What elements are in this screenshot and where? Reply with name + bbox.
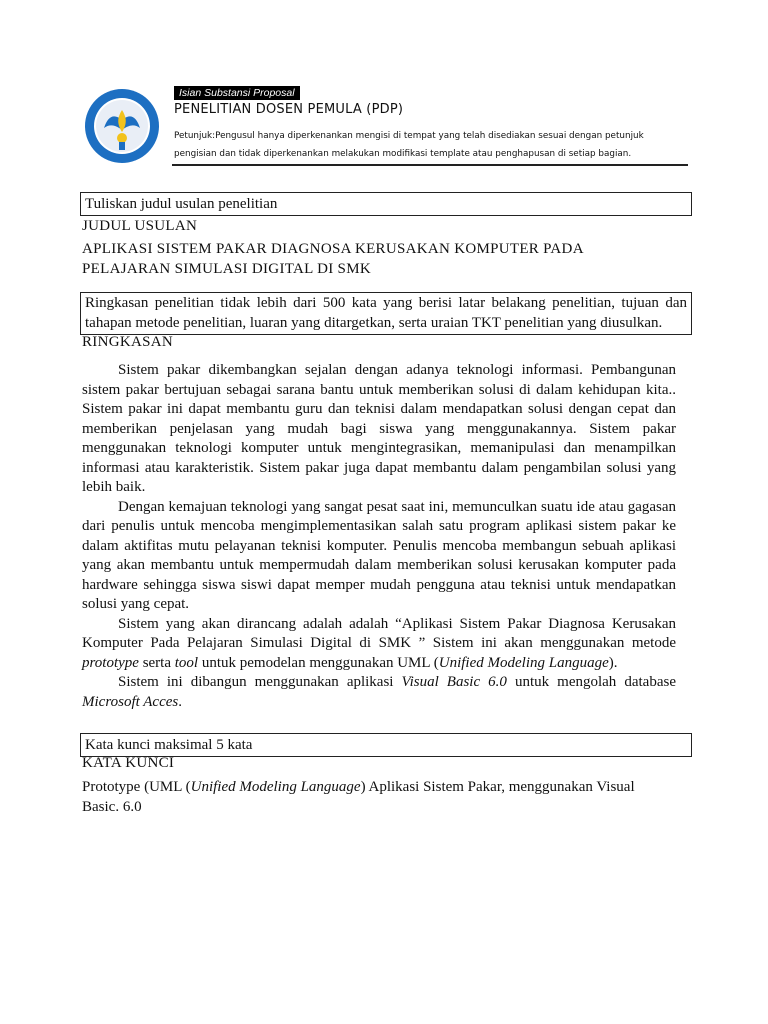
section-tag: Isian Substansi Proposal — [174, 86, 300, 100]
keyword-text: Prototype (UML (Unified Modeling Language) Aplikasi Sistem Pakar, menggunakan Visual Basic. 6.0 — [82, 779, 635, 815]
title-instruction-box: Tuliskan judul usulan penelitian — [80, 192, 692, 216]
summary-paragraph-4: Sistem ini dibangun menggunakan aplikasi Visual Basic 6.0 untuk mengolah database Microsoft Acces. — [82, 674, 676, 710]
summary-paragraph-2: Dengan kemajuan teknologi yang sangat pesat saat ini, memunculkan suatu ide atau gagasan dari penulis untuk mencoba mengimplementasikan salah satu program aplikasi sistem pakar ke dalam aktifitas mutu pelayanan teknisi komputer. Penulis mencoba membangun sebuah aplikasi yang akan membantu untuk mempermudah dalam memberikan solusi kerusakan komputer pada hardware sehingga siswa siswi dapat memper mudah pengguna atau teknisi untuk mendapatkan solusi yang cepat. — [82, 498, 676, 612]
summary-body — [82, 361, 676, 712]
keyword-instruction-box: Kata kunci maksimal 5 kata — [80, 733, 692, 757]
proposal-header — [0, 0, 768, 175]
summary-paragraph-3: Sistem yang akan dirancang adalah adalah “Aplikasi Sistem Pakar Diagnosa Kerusakan Komputer Pada Pelajaran Simulasi Digital di SMK ” Sistem ini akan menggunakan metode prototype serta tool untuk pemodelan menggunakan UML (Unified Modeling Language). — [82, 615, 676, 671]
header-divider — [172, 164, 688, 166]
title-line-1: APLIKASI SISTEM PAKAR DIAGNOSA KERUSAKAN KOMPUTER PADA — [82, 241, 584, 257]
instruction-note: Petunjuk:Pengusul hanya diperkenankan mengisi di tempat yang telah disediakan sesuai dengan petunjuk pengisian dan tidak diperkenankan melakukan modifikasi template atau penghapusan di setiap bagian. — [174, 131, 644, 159]
program-title: PENELITIAN DOSEN PEMULA (PDP) — [174, 102, 404, 117]
summary-paragraph-1: Sistem pakar dikembangkan sejalan dengan adanya teknologi informasi. Pembangunan sistem pakar bertujuan sebagai sarana bantu untuk memberikan solusi di dalam kehidupan kita.. Sistem pakar ini dapat membantu guru dan teknisi dalam mendapatkan solusi dengan cepat dan memberikan penjelasan yang mudah bagi siswa yang menggunakannya. Sistem pakar menggunakan teknologi komputer untuk mengintegrasikan, memanipulasi dan menampilkan informasi atau karakteristik. Sistem pakar juga dapat membantu dalam pengambilan solusi yang lebih baik. — [82, 362, 676, 495]
summary-instruction-box: Ringkasan penelitian tidak lebih dari 500 kata yang berisi latar belakang penelitian, tujuan dan tahapan metode penelitian, luaran yang ditargetkan, serta uraian TKT penelitian yang diusulkan. — [80, 292, 692, 335]
title-line-2: PELAJARAN SIMULASI DIGITAL DI SMK — [82, 261, 371, 277]
summary-label: RINGKASAN — [82, 334, 174, 350]
keyword-label: KATA KUNCI — [82, 755, 175, 771]
title-label: JUDUL USULAN — [82, 218, 198, 234]
ministry-logo-icon — [84, 88, 160, 164]
